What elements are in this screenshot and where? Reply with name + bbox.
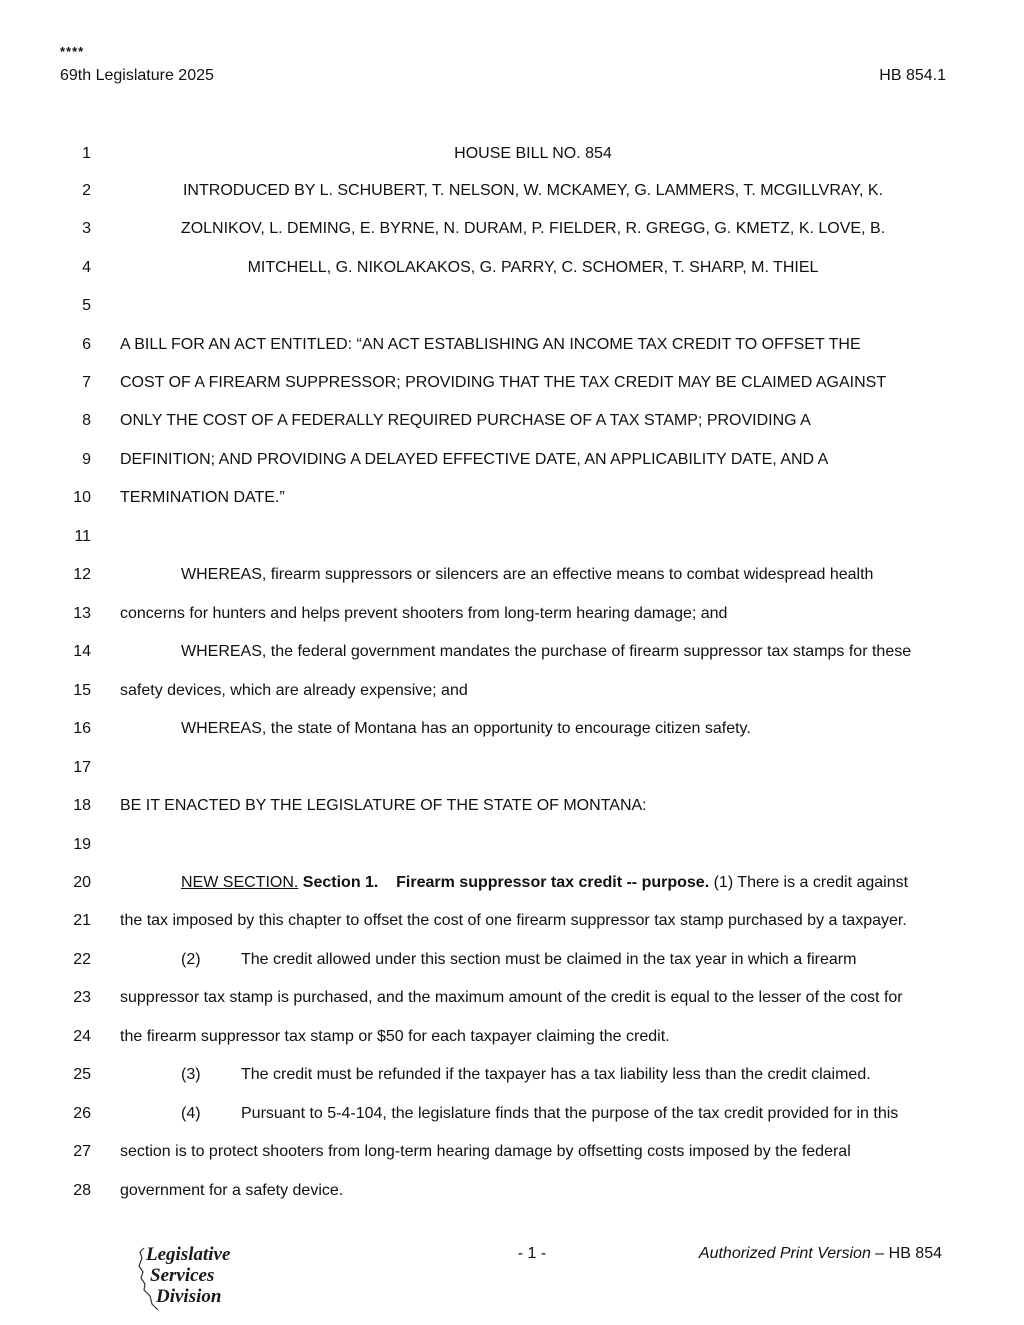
- bill-text: The credit must be refunded if the taxpayer has a tax liability less than the credit claimed.: [241, 1066, 871, 1083]
- line-number: 13: [73, 605, 91, 622]
- line-number: 10: [73, 489, 91, 506]
- bill-line: [0, 374, 1024, 396]
- bill-line: [0, 797, 1024, 819]
- subsection-line: [120, 1066, 950, 1084]
- bill-line: [0, 489, 1024, 511]
- bill-line: [0, 182, 1024, 204]
- bill-text: DEFINITION; AND PROVIDING A DELAYED EFFECTIVE DATE, AN APPLICABILITY DATE, AND A: [120, 451, 829, 468]
- authorized-label: Authorized Print Version: [698, 1245, 871, 1262]
- bill-line: [0, 259, 1024, 281]
- whereas-clause: WHEREAS, the federal government mandates the purchase of firearm suppressor tax stamps for these: [181, 643, 912, 660]
- bill-line: [0, 412, 1024, 434]
- line-number: 7: [82, 374, 91, 391]
- line-number: 22: [73, 951, 91, 968]
- header-stars: ****: [60, 44, 85, 59]
- line-number: 16: [73, 720, 91, 737]
- bill-line: [0, 1028, 1024, 1050]
- line-number: 28: [73, 1182, 91, 1199]
- section-heading: Firearm suppressor tax credit -- purpose.: [396, 874, 710, 891]
- subsection-number: (4): [181, 1105, 201, 1122]
- bill-line: [0, 297, 1024, 319]
- bill-text: government for a safety device.: [120, 1182, 344, 1199]
- bill-line: [0, 605, 1024, 627]
- bill-text: TERMINATION DATE.”: [120, 489, 285, 506]
- authorized-bill: – HB 854: [870, 1245, 942, 1262]
- line-number: 24: [73, 1028, 91, 1045]
- enacting-clause: BE IT ENACTED BY THE LEGISLATURE OF THE STATE OF MONTANA:: [120, 797, 647, 814]
- bill-line: [0, 759, 1024, 781]
- bill-text: section is to protect shooters from long-term hearing damage by offsetting costs imposed by the federal: [120, 1143, 851, 1160]
- bill-line: [0, 912, 1024, 934]
- bill-line: [0, 720, 1024, 742]
- bill-text: Pursuant to 5-4-104, the legislature finds that the purpose of the tax credit provided for in this: [241, 1105, 899, 1122]
- line-number: 9: [82, 451, 91, 468]
- line-number: 6: [82, 336, 91, 353]
- bill-line: [0, 836, 1024, 858]
- line-number: 3: [82, 220, 91, 237]
- bill-line: [0, 682, 1024, 704]
- line-number: 14: [73, 643, 91, 660]
- bill-text: (1) There is a credit against: [709, 874, 909, 891]
- line-number: 8: [82, 412, 91, 429]
- sponsors-line: MITCHELL, G. NIKOLAKAKOS, G. PARRY, C. SCHOMER, T. SHARP, M. THIEL: [247, 259, 819, 276]
- bill-text: concerns for hunters and helps prevent shooters from long-term hearing damage; and: [120, 605, 728, 622]
- line-number: 18: [73, 797, 91, 814]
- sponsors-line: ZOLNIKOV, L. DEMING, E. BYRNE, N. DURAM, P. FIELDER, R. GREGG, G. KMETZ, K. LOVE, B.: [180, 220, 886, 237]
- bill-line: [0, 874, 1024, 896]
- bill-line: [0, 220, 1024, 242]
- whereas-clause: WHEREAS, the state of Montana has an opportunity to encourage citizen safety.: [181, 720, 751, 737]
- line-number: 19: [73, 836, 91, 853]
- line-number: 17: [73, 759, 91, 776]
- bill-text: COST OF A FIREARM SUPPRESSOR; PROVIDING THAT THE TAX CREDIT MAY BE CLAIMED AGAINST: [120, 374, 887, 391]
- bill-text: safety devices, which are already expensive; and: [120, 682, 468, 699]
- legislature-session: 69th Legislature 2025: [60, 67, 214, 84]
- subsection-number: (2): [181, 951, 201, 968]
- bill-text: suppressor tax stamp is purchased, and the maximum amount of the credit is equal to the lesser of the cost for: [120, 989, 903, 1006]
- bill-line: [0, 451, 1024, 473]
- line-number: 26: [73, 1105, 91, 1122]
- bill-line: [0, 989, 1024, 1011]
- bill-text: ONLY THE COST OF A FEDERALLY REQUIRED PURCHASE OF A TAX STAMP; PROVIDING A: [120, 412, 811, 429]
- line-number: 27: [73, 1143, 91, 1160]
- bill-text: [120, 643, 950, 661]
- authorized-print-version: [699, 1245, 942, 1263]
- section-heading-line: [120, 874, 950, 892]
- bill-text: the firearm suppressor tax stamp or $50 for each taxpayer claiming the credit.: [120, 1028, 670, 1045]
- logo-line: Services: [150, 1265, 215, 1286]
- bill-line: [0, 1143, 1024, 1165]
- line-number: 1: [82, 145, 91, 162]
- section-number: Section 1.: [302, 874, 379, 891]
- sponsors-line: INTRODUCED BY L. SCHUBERT, T. NELSON, W. MCKAMEY, G. LAMMERS, T. MCGILLVRAY, K.: [182, 182, 884, 199]
- line-number: 20: [73, 874, 91, 891]
- bill-text: The credit allowed under this section must be claimed in the tax year in which a firearm: [241, 951, 857, 968]
- line-number: 2: [82, 182, 91, 199]
- line-number: 5: [82, 297, 91, 314]
- bill-line: [0, 336, 1024, 358]
- logo-line: Legislative: [146, 1244, 231, 1265]
- line-number: 25: [73, 1066, 91, 1083]
- whereas-clause: WHEREAS, firearm suppressors or silencers are an effective means to combat widespread health: [181, 566, 874, 583]
- line-number: 11: [74, 528, 91, 545]
- bill-line: [0, 145, 1024, 167]
- bill-line: [0, 1105, 1024, 1127]
- subsection-line: [120, 1105, 950, 1123]
- subsection-number: (3): [181, 1066, 201, 1083]
- bill-text: [120, 566, 950, 584]
- new-section-marker: NEW SECTION.: [181, 874, 299, 891]
- bill-text: the tax imposed by this chapter to offset the cost of one firearm suppressor tax stamp purchased by a taxpayer.: [120, 912, 907, 929]
- bill-line: [0, 643, 1024, 665]
- bill-text: [120, 720, 950, 738]
- bill-line: [0, 566, 1024, 588]
- bill-identifier: HB 854.1: [879, 67, 946, 84]
- bill-text: A BILL FOR AN ACT ENTITLED: “AN ACT ESTABLISHING AN INCOME TAX CREDIT TO OFFSET THE: [120, 336, 861, 353]
- bill-title: HOUSE BILL NO. 854: [454, 145, 612, 162]
- line-number: 21: [73, 912, 91, 929]
- line-number: 15: [73, 682, 91, 699]
- bill-line: [0, 1066, 1024, 1088]
- line-number: 12: [73, 566, 91, 583]
- subsection-line: [120, 951, 950, 969]
- bill-line: [0, 528, 1024, 550]
- logo-line: Division: [156, 1286, 222, 1307]
- bill-line: [0, 1182, 1024, 1204]
- line-number: 23: [73, 989, 91, 1006]
- bill-line: [0, 951, 1024, 973]
- page-number: - 1 -: [517, 1245, 547, 1262]
- line-number: 4: [82, 259, 91, 276]
